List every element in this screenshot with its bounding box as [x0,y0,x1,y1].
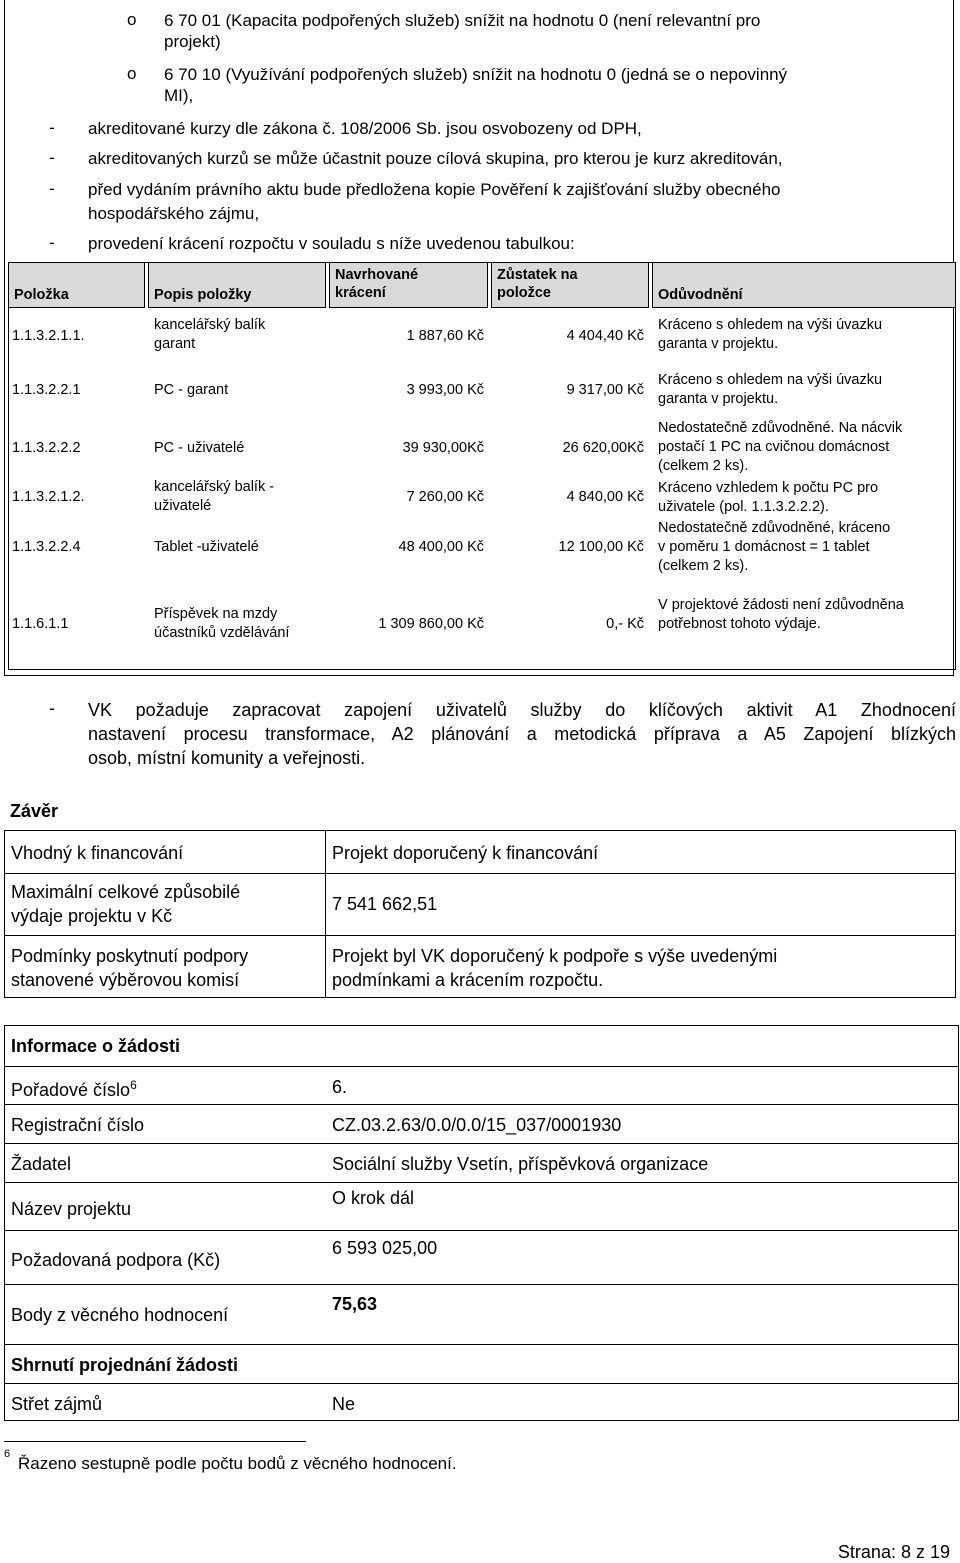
table-cell-rest: 4 404,40 Kč [566,328,644,344]
footnote-number: 6 [4,1448,11,1460]
table-cell-cut: 39 930,00Kč [402,440,484,456]
dash-item: akreditované kurzy dle zákona č. 108/2006 Sb. jsou osvobozeny od DPH, [88,119,642,138]
divider [4,935,956,936]
dash-marker: - [49,118,55,137]
zaver-heading: Závěr [10,801,59,821]
info-label: Střet zájmů [11,1394,103,1414]
zaver-value: 7 541 662,51 [332,894,438,914]
info-heading: Informace o žádosti [11,1036,181,1056]
info-label: Požadovaná podpora (Kč) [11,1250,221,1270]
table-cell-rest: 26 620,00Kč [562,440,644,456]
header-polozka: Položka [8,262,145,308]
bullet-marker: o [127,64,137,83]
table-cell-item: 1.1.3.2.2.4 [12,539,81,555]
page-number: Strana: 8 z 19 [837,1542,950,1562]
table-cell-item: 1.1.3.2.2.2 [12,440,81,456]
zaver-value: Projekt byl VK doporučený k podpoře s výše uvedenými podmínkami a krácením rozpočtu. [332,946,778,990]
info-label: Žadatel [11,1154,72,1174]
footnote-separator [4,1441,306,1442]
info-value: Ne [332,1394,356,1414]
table-cell-desc: PC - uživatelé [154,440,245,456]
table-cell-desc: Příspěvek na mzdy účastníků vzdělávání [154,606,290,641]
table-cell-cut: 1 887,60 Kč [406,328,484,344]
info-value: O krok dál [332,1188,415,1208]
divider [4,1066,959,1067]
table-cell-cut: 48 400,00 Kč [398,539,484,555]
vk-paragraph: VK požaduje zapracovat zapojení uživatelů služby do klíčových aktivit A1 Zhodnocení nastavení procesu transformace, A2 plánování a metodická příprava a A5 Zapojení blízkých osob, místní komunity a veřejnosti. [88,700,956,768]
zaver-label: Podmínky poskytnutí podpory stanovené výběrovou komisí [11,946,249,990]
table-cell-item: 1.1.3.2.1.2. [12,489,85,505]
bullet-marker: o [127,10,137,29]
table-cell-rest: 9 317,00 Kč [566,382,644,398]
zaver-label: Vhodný k financování [11,843,184,863]
dash-marker: - [49,148,55,167]
header-popis: Popis položky [148,262,326,308]
divider [4,1284,959,1285]
table-cell-just: Nedostatečně zdůvodněné. Na nácvik postačí 1 PC na cvičnou domácnost (celkem 2 ks). [658,420,903,474]
dash-item-cont: hospodářského zájmu, [88,204,260,223]
info-label: Pořadové číslo$^6$ [11,1078,137,1100]
footnote-text: Řazeno sestupně podle počtu bodů z věcného hodnocení. [18,1454,457,1473]
divider [4,1143,959,1144]
info-value: CZ.03.2.63/0.0/0.0/15_037/0001930 [332,1115,622,1135]
table-cell-rest: 4 840,00 Kč [566,489,644,505]
info-label: Název projektu [11,1199,132,1219]
table-cell-just: Kráceno s ohledem na výši úvazku garanta v projektu. [658,317,883,352]
bullet-text: 6 70 01 (Kapacita podpořených služeb) snížit na hodnotu 0 (není relevantní pro projekt) [164,11,761,51]
dash-item: před vydáním právního aktu bude předložena kopie Pověření k zajišťování služby obecného [88,180,781,199]
table-cell-cut: 3 993,00 Kč [406,382,484,398]
divider [4,1344,959,1345]
divider [4,873,956,874]
table-cell-just: V projektové žádosti není zdůvodněna potřebnost tohoto výdaje. [658,597,904,632]
divider [4,1104,959,1105]
zaver-value: Projekt doporučený k financování [332,843,599,863]
divider [4,1182,959,1183]
info-label: Body z věcného hodnocení [11,1305,229,1325]
info-value: 75,63 [332,1294,378,1314]
bullet-text: 6 70 10 (Využívání podpořených služeb) snížit na hodnotu 0 (jedná se o nepovinný MI), [164,65,788,105]
table-cell-rest: 12 100,00 Kč [558,539,644,555]
divider [325,830,326,998]
info-value: 6 593 025,00 [332,1238,438,1258]
table-cell-cut: 7 260,00 Kč [406,489,484,505]
info-label: Registrační číslo [11,1115,145,1135]
dash-marker: - [49,179,55,198]
header-oduvodneni: Odůvodnění [652,262,956,308]
table-cell-desc: Tablet -uživatelé [154,539,259,555]
dash-marker: - [49,698,55,718]
table-cell-just: Nedostatečně zdůvodněné, kráceno v poměru 1 domácnost = 1 tablet (celkem 2 ks). [658,520,891,574]
table-cell-desc: kancelářský balík - uživatelé [154,479,275,514]
table-cell-desc: kancelářský balík garant [154,317,266,352]
table-cell-rest: 0,- Kč [606,616,644,632]
dash-marker: - [49,233,55,252]
table-cell-just: Kráceno s ohledem na výši úvazku garanta v projektu. [658,372,883,407]
divider [4,1383,959,1384]
table-cell-desc: PC - garant [154,382,229,398]
table-cell-item: 1.1.3.2.1.1. [12,328,85,344]
info-subheading: Shrnutí projednání žádosti [11,1355,239,1375]
info-value: Sociální služby Vsetín, příspěvková organizace [332,1154,709,1174]
table-cell-just: Kráceno vzhledem k počtu PC pro uživatele (pol. 1.1.3.2.2.2). [658,480,879,515]
divider [4,1230,959,1231]
header-navrh: Navrhované krácení [329,262,488,308]
dash-item: provedení krácení rozpočtu v souladu s níže uvedenou tabulkou: [88,234,575,253]
info-value: 6. [332,1077,348,1097]
dash-item: akreditovaných kurzů se může účastnit pouze cílová skupina, pro kterou je kurz akreditován, [88,149,783,168]
table-cell-item: 1.1.6.1.1 [12,616,69,632]
table-cell-item: 1.1.3.2.2.1 [12,382,81,398]
table-cell-cut: 1 309 860,00 Kč [378,616,484,632]
header-zustatek: Zůstatek na položce [491,262,649,308]
zaver-label: Maximální celkové způsobilé výdaje projektu v Kč [11,882,241,926]
